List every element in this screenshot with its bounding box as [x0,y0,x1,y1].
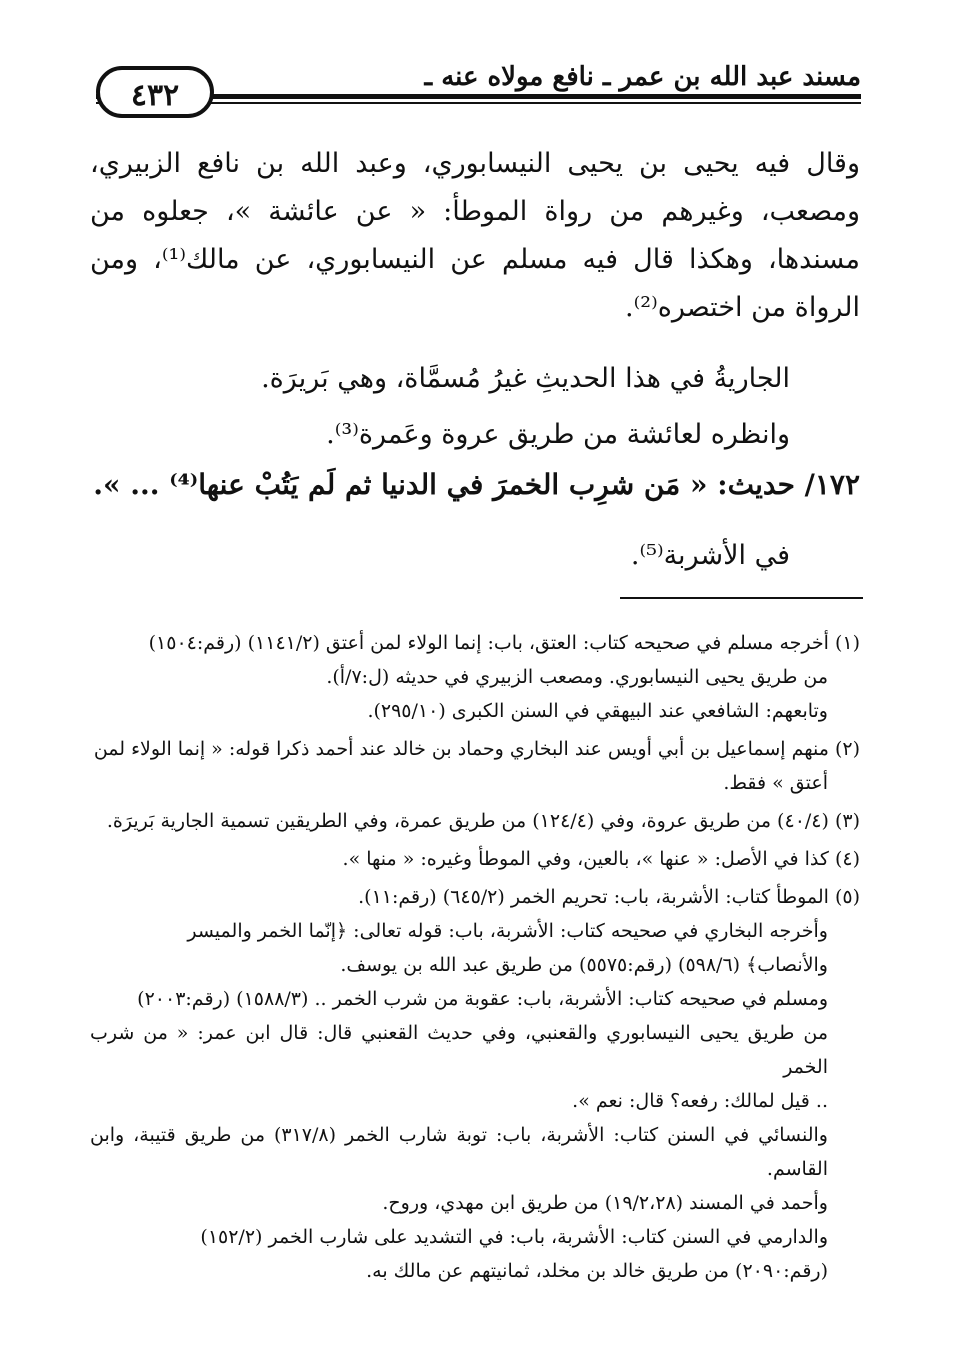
hadith-label: حديث: [717,468,795,501]
note-jariya [100,356,860,402]
footnote-line [90,804,860,838]
footnote-line [90,694,860,728]
main-paragraph [90,140,860,332]
footnote [90,626,860,728]
footnote-line [90,1220,860,1254]
chapter-reference: في الأشربة⁽⁵⁾. [630,540,790,571]
footnote-text: كذا في الأصل: « عنها »، بالعين، وفي الموطأ وغيره: « منها ». [342,848,829,870]
footnote-text: والدارمي في السنن كتاب: الأشربة، باب: في التشديد على شارب الخمر (١٥٢/٢) [200,1226,828,1248]
footnote-line [90,766,860,800]
footnote-line [90,732,860,766]
footnote-text: والنسائي في السنن كتاب: الأشربة، باب: توبة شارب الخمر (٣١٧/٨) من طريق قتيبة، وابن القاسم. [90,1124,828,1180]
footnote-number: (٢) [834,738,860,760]
footnote-text: والأنصاب﴾ (٥٩٨/٦) (رقم:٥٥٧٥) من طريق عبد الله بن يوسف. [340,954,828,976]
line-unzur: وانظره لعائشة من طريق عروة وعَمرة⁽³⁾. [326,419,790,450]
footnote-line [90,880,860,914]
footnote-line [90,660,860,694]
footnote-text: منهم إسماعيل بن أبي أويس عند البخاري وحماد بن خالد عند أحمد ذكرا قوله: « إنما الولاء لمن [93,738,829,760]
paragraph-1: وقال فيه يحيى بن يحيى النيسابوري، وعبد الله بن نافع الزبيري، ومصعب، وغيرهم من رواة الموطأ: « عن عائشة »، جعلوه من مسندها، وهكذا قال فيه مسلم عن النيسابوري، عن مالك⁽¹⁾، ومن الرواة من اختصره⁽²⁾. [90,148,861,323]
footnote-line [90,982,860,1016]
footnote-number: (١) [834,632,860,654]
footnote-text: من طريق يحيى النيسابوري. ومصعب الزبيري في حديثه (ل:٧/أ). [326,666,828,688]
footnote-text: الموطأ كتاب: الأشربة، باب: تحريم الخمر (٦٤٥/٢) (رقم:١١). [358,886,829,908]
footnote-separator [620,597,863,599]
footnote-line [90,842,860,876]
footnote-text: أخرجه مسلم في صحيحه كتاب: العتق، باب: إنما الولاء لمن أعتق (١١٤١/٢) (رقم:١٥٠٤) [148,632,829,654]
hadith-number: ١٧٢/ [804,468,860,501]
footnote-text: وأحمد في المسند (١٩/٢،٢٨) من طريق ابن مهدي، وروح. [382,1192,828,1214]
footnote-line [90,1186,860,1220]
footnote-line [90,948,860,982]
footnote-number: (٣) [834,810,860,832]
line-jariya: الجاريةُ في هذا الحديثِ غيرُ مُسمَّاة، وهي بَريرَة. [261,363,790,394]
footnote-text: أعتق » فقط. [723,772,828,794]
hadith-text: « مَن شرِب الخمرَ في الدنيا ثم لَم يَتُبْ عنها⁽⁴⁾ ... ». [93,468,708,501]
footnote-number: (٤) [834,848,860,870]
footnote-line [90,1254,860,1288]
footnote [90,842,860,876]
footnote-text: وأخرجه البخاري في صحيحه كتاب: الأشربة، باب: قوله تعالى: ﴿إنّما الخمر والميسر [187,920,828,942]
footnote-text: وتابعهم: الشافعي عند البيهقي في السنن الكبرى (٢٩٥/١٠). [367,700,828,722]
page-number: ٤٣٢ [96,66,214,118]
footnotes [90,626,860,1292]
footnote-text: .. قيل لمالك: رفعه؟ قال: نعم ». [572,1090,828,1112]
footnote-text: (٤٠/٤) من طريق عروة، وفي (١٢٤/٤) من طريق عمرة، وفي الطريقين تسمية الجارية بَريرَة. [106,810,829,832]
footnote-number: (٥) [834,886,860,908]
footnote-text: (رقم:٢٠٩٠) من طريق خالد بن مخلد، ثمانيتهم عن مالك به. [366,1260,828,1282]
footnote-line [90,1016,860,1084]
page-header [96,58,861,118]
note-unzur [100,412,860,458]
footnote-line [90,1084,860,1118]
footnote [90,732,860,800]
footnote-line [90,1118,860,1186]
footnote [90,880,860,1288]
footnote-text: من طريق يحيى النيسابوري والقعنبي، وفي حديث القعنبي قال: قال ابن عمر: « من شرب الخمر [90,1022,828,1078]
footnote-text: ومسلم في صحيحه كتاب: الأشربة، باب: عقوبة من شرب الخمر .. (١٥٨٨/٣) (رقم:٢٠٠٣) [137,988,828,1010]
footnote-line [90,626,860,660]
footnote-line [90,914,860,948]
hadith-heading [90,468,860,501]
running-title: مسند عبد الله بن عمر ـ نافع مولاه عنه ـ [415,62,861,92]
footnote [90,804,860,838]
